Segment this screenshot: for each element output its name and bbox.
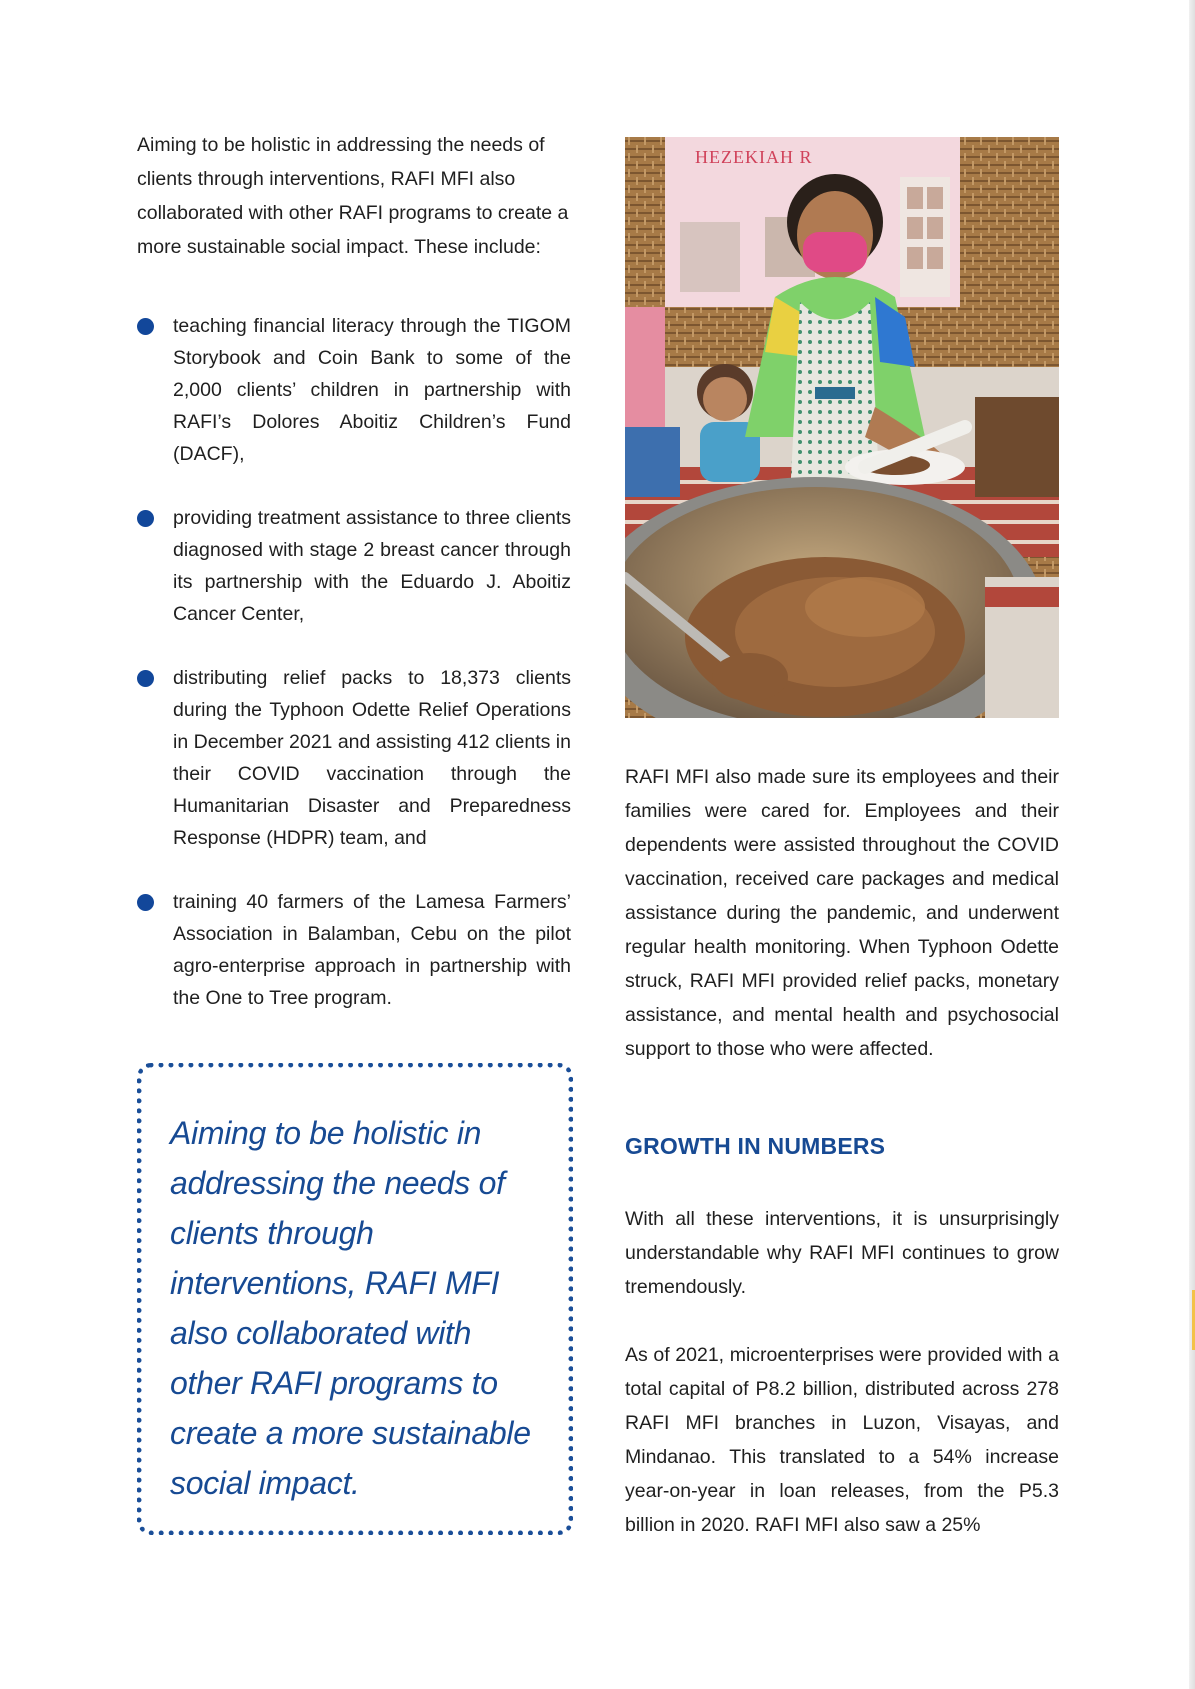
intro-paragraph: Aiming to be holistic in addressing the needs of clients through interventions, RAFI MFI also collaborated with other RAFI programs to create a more sustainable social impact. These include: xyxy=(137,134,569,258)
pull-quote-text: Aiming to be holistic in addressing the needs of clients through interventions, RAFI MFI also collaborated with other RAFI programs to create a more sustainable social impact. xyxy=(170,1115,531,1501)
photo-banner-text: HEZEKIAH R xyxy=(695,147,813,167)
list-item xyxy=(137,310,571,470)
paragraph-growth-figures: As of 2021, microenterprises were provided with a total capital of P8.2 billion, distributed across 278 RAFI MFI branches in Luzon, Visayas, and Mindanao. This translated to a 54% increase year-on-year in loan releases, from the P5.3 billion in 2020. RAFI MFI also saw a 25% xyxy=(625,1344,1059,1536)
paragraph-growth-intro: With all these interventions, it is unsurprisingly understandable why RAFI MFI continues to grow tremendously. xyxy=(625,1208,1059,1298)
bullet-dot-icon xyxy=(137,894,154,911)
page-edge xyxy=(1189,0,1195,1689)
client-photo xyxy=(625,137,1059,718)
paragraph-employees: RAFI MFI also made sure its employees and their families were cared for. Employees and their dependents were assisted throughout the COVID vaccination, received care packages and medical assistance during the pandemic, and underwent regular health monitoring. When Typhoon Odette struck, RAFI MFI provided relief packs, monetary assistance, and mental health and psychosocial support to those who were affected. xyxy=(625,766,1059,1060)
left-column xyxy=(137,128,571,1046)
list-item-text: providing treatment assistance to three clients diagnosed with stage 2 breast cancer through its partnership with the Eduardo J. Aboitiz Cancer Center, xyxy=(173,507,571,625)
list-item xyxy=(137,662,571,854)
intervention-list xyxy=(137,310,571,1014)
bullet-dot-icon xyxy=(137,318,154,335)
list-item-text: distributing relief packs to 18,373 clients during the Typhoon Odette Relief Operations in December 2021 and assisting 412 clients in their COVID vaccination through the Humanitarian Disaster and Preparedness Response (HDPR) team, and xyxy=(173,667,571,849)
bullet-dot-icon xyxy=(137,510,154,527)
list-item-text: teaching financial literacy through the TIGOM Storybook and Coin Bank to some of the 2,000 clients’ children in partnership with RAFI’s Dolores Aboitiz Children’s Fund (DACF), xyxy=(173,315,571,465)
list-item-text: training 40 farmers of the Lamesa Farmers’ Association in Balamban, Cebu on the pilot agro-enterprise approach in partnership with the One to Tree program. xyxy=(173,891,571,1009)
pull-quote-box xyxy=(137,1063,573,1535)
section-heading: GROWTH IN NUMBERS xyxy=(625,1133,886,1159)
list-item xyxy=(137,886,571,1014)
bullet-dot-icon xyxy=(137,670,154,687)
list-item xyxy=(137,502,571,630)
